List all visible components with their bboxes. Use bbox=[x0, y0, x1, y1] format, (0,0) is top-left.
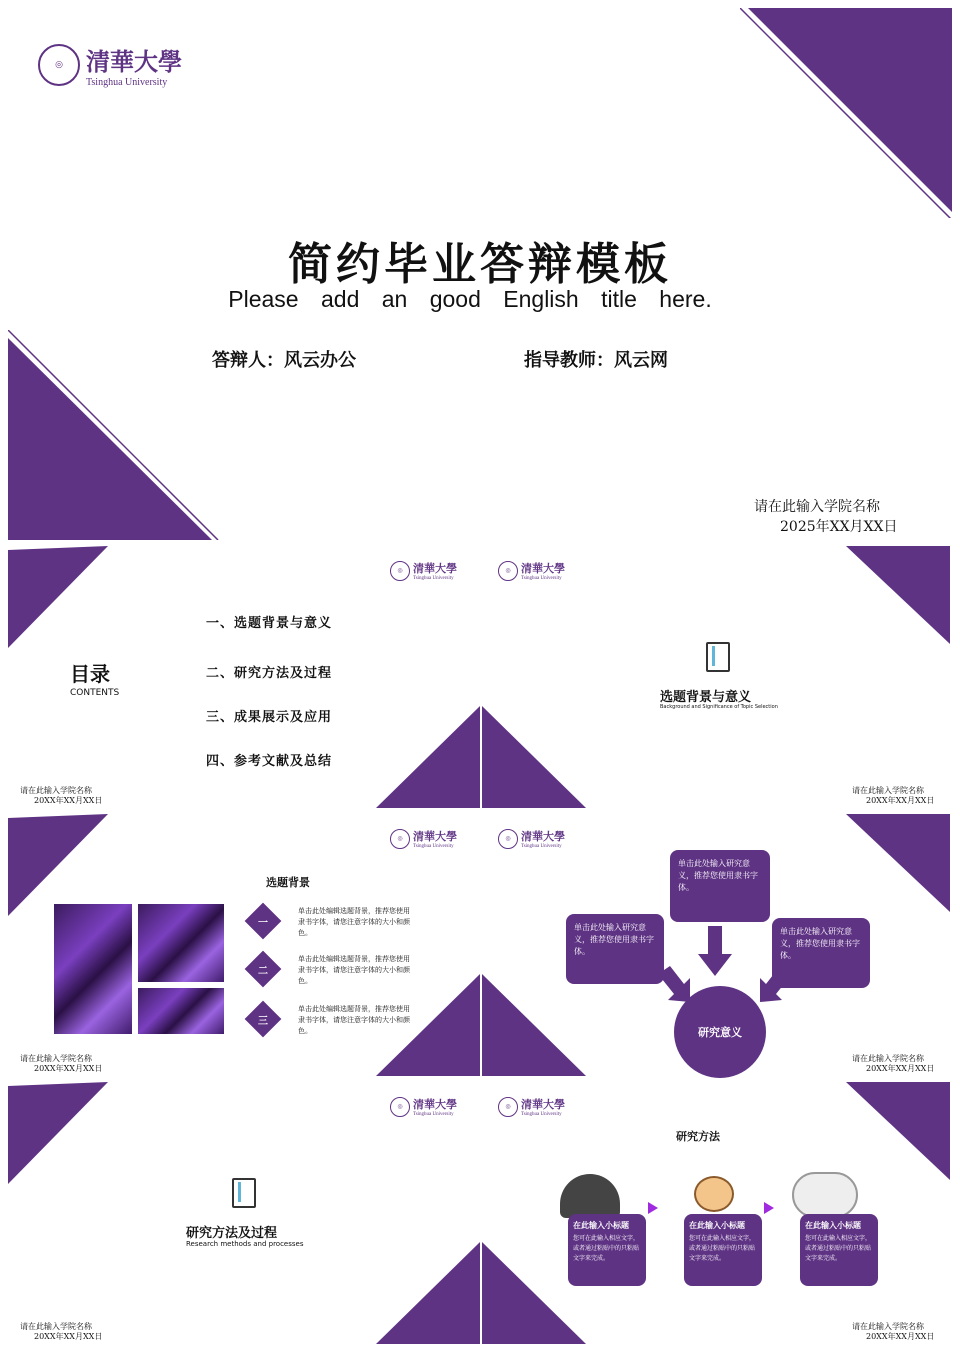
footer-college: 请在此输入学院名称 bbox=[20, 786, 92, 795]
cartoon-figure bbox=[560, 1174, 620, 1218]
footer-date: 20XX年XX月XX日 bbox=[866, 1064, 935, 1073]
section1-subtitle: Background and Significance of Topic Selection bbox=[660, 704, 778, 710]
university-logo: ◎ 清華大學 Tsinghua University bbox=[498, 828, 565, 849]
university-logo: ◎ 清華大學 Tsinghua University bbox=[390, 560, 457, 581]
seal-icon: ◎ bbox=[390, 1097, 410, 1117]
bg-item-2: 二 bbox=[250, 956, 276, 982]
book-icon bbox=[706, 642, 730, 672]
footer-college: 请在此输入学院名称 bbox=[852, 1054, 924, 1063]
corner-triangle bbox=[846, 546, 950, 648]
cartoon-figure bbox=[792, 1172, 858, 1218]
university-logo: ◎ 清華大學 Tsinghua University bbox=[390, 1096, 457, 1117]
method-card-3: 在此输入小标题 您可在此输入相应文字，或者通过粘贴中的只粘贴文字来完成。 bbox=[800, 1214, 878, 1286]
university-logo: ◎ 清華大學 Tsinghua University bbox=[498, 560, 565, 581]
section2-slide bbox=[0, 1082, 480, 1344]
arrow-right-icon bbox=[764, 1202, 774, 1214]
university-logo: ◎ 清華大學 Tsinghua University bbox=[498, 1096, 565, 1117]
seal-icon: ◎ bbox=[390, 829, 410, 849]
methods-title: 研究方法 bbox=[676, 1130, 720, 1143]
corner-triangle bbox=[8, 1082, 112, 1184]
footer-date: 20XX年XX月XX日 bbox=[34, 1332, 103, 1341]
toc-heading-en: CONTENTS bbox=[70, 688, 120, 698]
corner-triangle-top-right bbox=[740, 8, 952, 218]
corner-triangle bbox=[846, 1082, 950, 1184]
crystal-photo bbox=[138, 904, 224, 982]
section2-title: 研究方法及过程 bbox=[186, 1226, 278, 1241]
cover-college: 请在此输入学院名称 bbox=[754, 499, 880, 515]
logo-name-en: Tsinghua University bbox=[86, 77, 168, 88]
toc-item-3[interactable]: 三、成果展示及应用 bbox=[206, 710, 333, 725]
significance-box-left: 单击此处输入研究意义，推荐您使用隶书字体。 bbox=[566, 914, 664, 984]
background-title: 选题背景 bbox=[266, 876, 310, 889]
bg-item-1: 一 bbox=[250, 908, 276, 934]
toc-slide bbox=[0, 546, 480, 808]
corner-triangle bbox=[376, 1242, 480, 1344]
background-slide bbox=[0, 814, 480, 1076]
footer-college: 请在此输入学院名称 bbox=[852, 786, 924, 795]
university-logo bbox=[38, 42, 182, 88]
corner-triangle bbox=[376, 706, 480, 808]
toc-item-1[interactable]: 一、选题背景与意义 bbox=[206, 616, 333, 631]
cartoon-figure bbox=[694, 1176, 734, 1212]
seal-icon: ◎ bbox=[498, 829, 518, 849]
significance-box-right: 单击此处输入研究意义，推荐您使用隶书字体。 bbox=[772, 918, 870, 988]
presenter: 答辩人：风云办公 bbox=[212, 350, 356, 371]
seal-icon: ◎ bbox=[498, 561, 518, 581]
corner-triangle bbox=[8, 814, 112, 916]
footer-date: 20XX年XX月XX日 bbox=[866, 796, 935, 805]
bg-item-3: 三 bbox=[250, 1006, 276, 1032]
arrow-right-icon bbox=[648, 1202, 658, 1214]
footer-college: 请在此输入学院名称 bbox=[852, 1322, 924, 1331]
footer-college: 请在此输入学院名称 bbox=[20, 1054, 92, 1063]
bg-item-text-3: 单击此处编辑选题背景，推荐您使用隶书字体，请您注意字体的大小和颜色。 bbox=[298, 1005, 410, 1035]
seal-icon: ◎ bbox=[390, 561, 410, 581]
seal-icon: ◎ bbox=[38, 44, 80, 86]
cover-slide bbox=[0, 0, 960, 540]
cover-title: 简约毕业答辩模板 bbox=[288, 239, 672, 290]
significance-center: 研究意义 bbox=[674, 986, 766, 1078]
footer-college: 请在此输入学院名称 bbox=[20, 1322, 92, 1331]
crystal-photo bbox=[54, 904, 132, 1034]
section1-title: 选题背景与意义 bbox=[660, 690, 752, 705]
crystal-photo bbox=[138, 988, 224, 1034]
bg-item-text-1: 单击此处编辑选题背景，推荐您使用隶书字体，请您注意字体的大小和颜色。 bbox=[298, 907, 410, 937]
corner-triangle bbox=[482, 974, 586, 1076]
corner-triangle bbox=[482, 706, 586, 808]
toc-heading: 目录 bbox=[70, 662, 110, 686]
seal-icon: ◎ bbox=[498, 1097, 518, 1117]
significance-box-top: 单击此处输入研究意义，推荐您使用隶书字体。 bbox=[670, 850, 770, 922]
corner-triangle bbox=[846, 814, 950, 916]
cover-date: 2025年XX月XX日 bbox=[780, 519, 898, 535]
section1-slide bbox=[480, 546, 960, 808]
significance-slide bbox=[480, 814, 960, 1076]
footer-date: 20XX年XX月XX日 bbox=[34, 1064, 103, 1073]
toc-item-4[interactable]: 四、参考文献及总结 bbox=[206, 754, 333, 769]
advisor: 指导教师：风云网 bbox=[524, 350, 668, 371]
corner-triangle-bottom-left bbox=[8, 330, 220, 540]
cover-subtitle: Please add an good English title here. bbox=[228, 286, 712, 312]
methods-slide bbox=[480, 1082, 960, 1344]
book-icon bbox=[232, 1178, 256, 1208]
section2-subtitle: Research methods and processes bbox=[186, 1240, 304, 1248]
logo-name-cn: 清華大學 bbox=[86, 47, 182, 76]
method-card-2: 在此输入小标题 您可在此输入相应文字，或者通过粘贴中的只粘贴文字来完成。 bbox=[684, 1214, 762, 1286]
university-logo: ◎ 清華大學 Tsinghua University bbox=[390, 828, 457, 849]
bg-item-text-2: 单击此处编辑选题背景，推荐您使用隶书字体，请您注意字体的大小和颜色。 bbox=[298, 955, 410, 985]
toc-item-2[interactable]: 二、研究方法及过程 bbox=[206, 666, 333, 681]
footer-date: 20XX年XX月XX日 bbox=[866, 1332, 935, 1341]
corner-triangle bbox=[8, 546, 112, 648]
method-card-1: 在此输入小标题 您可在此输入相应文字，或者通过粘贴中的只粘贴文字来完成。 bbox=[568, 1214, 646, 1286]
footer-date: 20XX年XX月XX日 bbox=[34, 796, 103, 805]
